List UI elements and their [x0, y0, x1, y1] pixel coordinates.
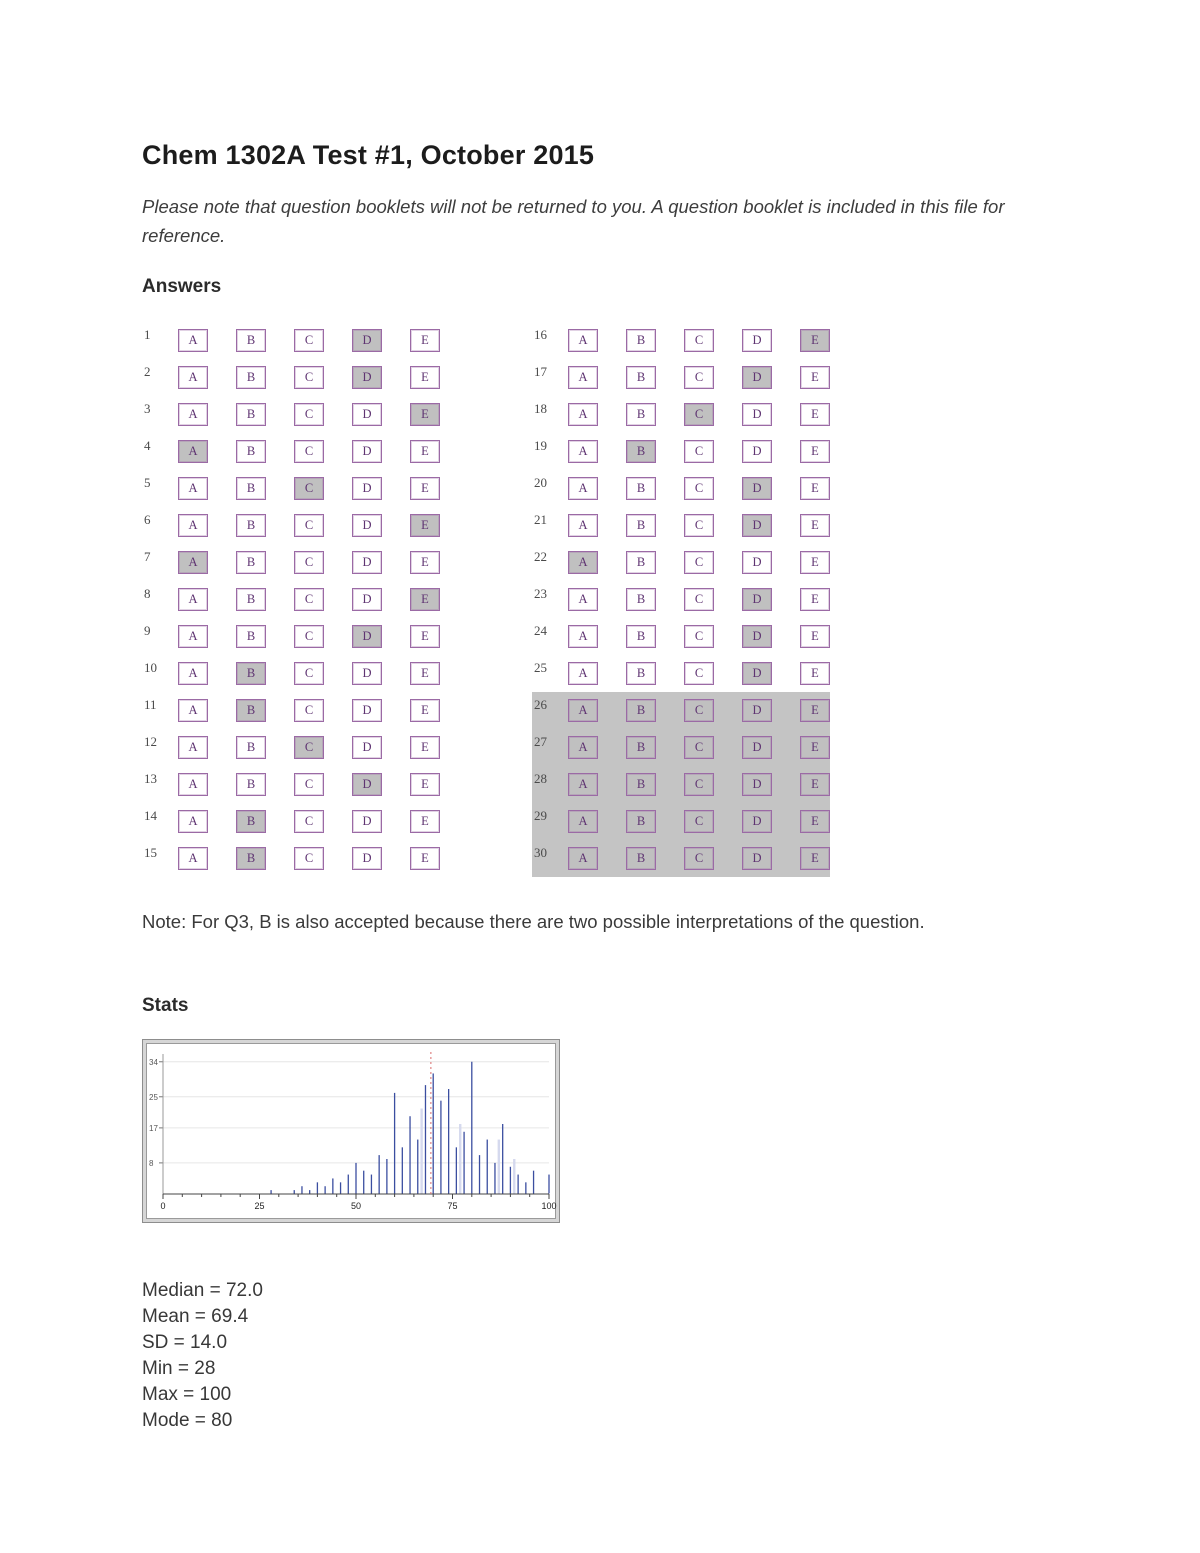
choice-box-A: A: [178, 847, 208, 870]
choice-box-E: E: [410, 329, 440, 352]
choice-box-A: A: [568, 477, 598, 500]
choice-box-D: D: [352, 551, 382, 574]
choice-box-A: A: [178, 810, 208, 833]
choice-box-B: B: [626, 588, 656, 611]
answer-row-q3: [142, 396, 440, 433]
choice-box-B: B: [626, 847, 656, 870]
answers-heading: Answers: [142, 276, 222, 298]
choice-box-C: C: [684, 329, 714, 352]
answer-row-q21: [532, 507, 830, 544]
answer-row-q28: [532, 766, 830, 803]
question-number: 20: [534, 474, 547, 490]
choice-box-D: D: [742, 403, 772, 426]
svg-text:100: 100: [541, 1201, 557, 1212]
choice-box-C: C: [294, 477, 324, 500]
answer-row-q26: [532, 692, 830, 729]
question-number: 18: [534, 400, 547, 416]
choice-box-E: E: [410, 736, 440, 759]
choice-box-E: E: [800, 810, 830, 833]
choice-box-B: B: [626, 773, 656, 796]
choice-box-B: B: [626, 662, 656, 685]
answer-row-q1: [142, 322, 440, 359]
answer-row-q19: [532, 433, 830, 470]
answer-row-q18: [532, 396, 830, 433]
choice-box-A: A: [178, 403, 208, 426]
answer-row-q30: [532, 840, 830, 877]
choice-box-A: A: [178, 329, 208, 352]
question-number: 24: [534, 622, 547, 638]
choice-box-C: C: [294, 847, 324, 870]
answer-row-q20: [532, 470, 830, 507]
choice-box-C: C: [294, 625, 324, 648]
choice-box-D: D: [352, 847, 382, 870]
choice-box-E: E: [410, 847, 440, 870]
question-number: 17: [534, 363, 547, 379]
stat-line: Median = 72.0: [142, 1280, 263, 1302]
choice-box-B: B: [236, 403, 266, 426]
question-number: 16: [534, 326, 547, 342]
question-number: 15: [144, 844, 157, 860]
choice-box-B: B: [236, 662, 266, 685]
question-number: 14: [144, 807, 157, 823]
choice-box-D: D: [352, 625, 382, 648]
choice-box-E: E: [800, 588, 830, 611]
choice-box-A: A: [568, 662, 598, 685]
choice-box-A: A: [568, 810, 598, 833]
choice-box-C: C: [684, 625, 714, 648]
answer-row-q7: [142, 544, 440, 581]
svg-text:8: 8: [149, 1159, 154, 1169]
choice-box-E: E: [410, 514, 440, 537]
answer-row-q27: [532, 729, 830, 766]
choice-box-A: A: [568, 588, 598, 611]
choice-box-A: A: [568, 514, 598, 537]
question-number: 23: [534, 585, 547, 601]
svg-text:75: 75: [447, 1201, 458, 1212]
choice-box-A: A: [568, 699, 598, 722]
choice-box-B: B: [626, 514, 656, 537]
choice-box-A: A: [568, 403, 598, 426]
choice-box-B: B: [626, 366, 656, 389]
answer-row-q5: [142, 470, 440, 507]
question-number: 8: [144, 585, 151, 601]
choice-box-B: B: [236, 477, 266, 500]
choice-box-C: C: [294, 736, 324, 759]
question-number: 1: [144, 326, 151, 342]
choice-box-D: D: [742, 810, 772, 833]
choice-box-C: C: [684, 662, 714, 685]
choice-box-D: D: [352, 773, 382, 796]
choice-box-A: A: [178, 773, 208, 796]
choice-box-E: E: [410, 588, 440, 611]
choice-box-D: D: [742, 588, 772, 611]
choice-box-C: C: [684, 551, 714, 574]
choice-box-B: B: [236, 847, 266, 870]
question-number: 5: [144, 474, 151, 490]
choice-box-A: A: [568, 329, 598, 352]
choice-box-E: E: [800, 366, 830, 389]
choice-box-B: B: [236, 699, 266, 722]
choice-box-A: A: [568, 773, 598, 796]
choice-box-E: E: [800, 551, 830, 574]
choice-box-C: C: [684, 588, 714, 611]
choice-box-A: A: [178, 588, 208, 611]
choice-box-A: A: [178, 662, 208, 685]
svg-text:0: 0: [160, 1201, 166, 1212]
choice-box-A: A: [178, 551, 208, 574]
choice-box-B: B: [236, 736, 266, 759]
choice-box-E: E: [800, 440, 830, 463]
answer-row-q17: [532, 359, 830, 396]
choice-box-E: E: [800, 514, 830, 537]
page-title: Chem 1302A Test #1, October 2015: [142, 140, 595, 170]
choice-box-C: C: [684, 403, 714, 426]
question-number: 12: [144, 733, 157, 749]
answer-row-q2: [142, 359, 440, 396]
choice-box-E: E: [800, 699, 830, 722]
answer-row-q22: [532, 544, 830, 581]
choice-box-A: A: [568, 847, 598, 870]
choice-box-C: C: [684, 810, 714, 833]
choice-box-C: C: [294, 329, 324, 352]
answer-row-q12: [142, 729, 440, 766]
choice-box-B: B: [236, 551, 266, 574]
question-number: 4: [144, 437, 151, 453]
choice-box-A: A: [178, 736, 208, 759]
question-number: 11: [144, 696, 157, 712]
choice-box-A: A: [178, 440, 208, 463]
chart-canvas: [147, 1044, 557, 1218]
choice-box-E: E: [410, 366, 440, 389]
stat-line: Mode = 80: [142, 1410, 233, 1432]
svg-text:25: 25: [254, 1201, 265, 1212]
choice-box-B: B: [626, 625, 656, 648]
choice-box-B: B: [236, 588, 266, 611]
choice-box-C: C: [294, 773, 324, 796]
svg-text:50: 50: [350, 1201, 362, 1212]
choice-box-C: C: [294, 440, 324, 463]
answer-row-q4: [142, 433, 440, 470]
choice-box-C: C: [684, 699, 714, 722]
choice-box-C: C: [684, 773, 714, 796]
choice-box-C: C: [294, 810, 324, 833]
choice-box-B: B: [236, 625, 266, 648]
question-number: 9: [144, 622, 151, 638]
answer-row-q15: [142, 840, 440, 877]
choice-box-C: C: [294, 403, 324, 426]
choice-box-A: A: [568, 366, 598, 389]
choice-box-A: A: [178, 514, 208, 537]
choice-box-D: D: [742, 514, 772, 537]
choice-box-B: B: [236, 810, 266, 833]
choice-box-A: A: [568, 625, 598, 648]
answer-row-q8: [142, 581, 440, 618]
choice-box-D: D: [352, 440, 382, 463]
choice-box-D: D: [352, 366, 382, 389]
choice-box-E: E: [800, 477, 830, 500]
choice-box-A: A: [178, 699, 208, 722]
choice-box-E: E: [800, 329, 830, 352]
answer-column-left: [142, 322, 440, 877]
choice-box-D: D: [742, 329, 772, 352]
answer-row-q6: [142, 507, 440, 544]
choice-box-D: D: [742, 551, 772, 574]
choice-box-E: E: [410, 810, 440, 833]
choice-box-D: D: [352, 403, 382, 426]
choice-box-B: B: [236, 366, 266, 389]
choice-box-C: C: [294, 699, 324, 722]
choice-box-B: B: [626, 699, 656, 722]
choice-box-B: B: [236, 514, 266, 537]
choice-box-E: E: [800, 403, 830, 426]
choice-box-B: B: [626, 736, 656, 759]
answer-column-right: [532, 322, 830, 877]
choice-box-A: A: [178, 625, 208, 648]
choice-box-C: C: [294, 662, 324, 685]
question-number: 21: [534, 511, 547, 527]
choice-box-C: C: [294, 366, 324, 389]
choice-box-D: D: [352, 514, 382, 537]
answer-row-q23: [532, 581, 830, 618]
answer-row-q13: [142, 766, 440, 803]
svg-text:25: 25: [149, 1093, 158, 1103]
choice-box-E: E: [800, 625, 830, 648]
choice-box-C: C: [684, 440, 714, 463]
answer-row-q11: [142, 692, 440, 729]
choice-box-A: A: [568, 736, 598, 759]
question-number: 13: [144, 770, 157, 786]
answer-row-q25: [532, 655, 830, 692]
stats-heading: Stats: [142, 995, 189, 1017]
choice-box-E: E: [410, 625, 440, 648]
choice-box-E: E: [800, 847, 830, 870]
answer-row-q14: [142, 803, 440, 840]
choice-box-B: B: [626, 551, 656, 574]
choice-box-D: D: [352, 699, 382, 722]
choice-box-E: E: [410, 699, 440, 722]
choice-box-B: B: [626, 477, 656, 500]
chart-plot-area: [146, 1043, 556, 1219]
choice-box-D: D: [352, 477, 382, 500]
choice-box-D: D: [742, 477, 772, 500]
question-number: 22: [534, 548, 547, 564]
choice-box-C: C: [684, 477, 714, 500]
choice-box-B: B: [236, 773, 266, 796]
choice-box-D: D: [352, 736, 382, 759]
choice-box-D: D: [742, 736, 772, 759]
answer-grid: [142, 322, 1080, 877]
choice-box-E: E: [410, 403, 440, 426]
choice-box-C: C: [684, 366, 714, 389]
choice-box-B: B: [626, 329, 656, 352]
choice-box-C: C: [684, 847, 714, 870]
score-distribution-chart: [142, 1039, 560, 1223]
stats-summary: [142, 1278, 1080, 1434]
choice-box-C: C: [294, 551, 324, 574]
question-number: 26: [534, 696, 547, 712]
choice-box-E: E: [410, 440, 440, 463]
choice-box-E: E: [410, 662, 440, 685]
choice-box-E: E: [800, 736, 830, 759]
choice-box-D: D: [352, 329, 382, 352]
choice-box-B: B: [626, 403, 656, 426]
choice-box-D: D: [352, 810, 382, 833]
choice-box-B: B: [626, 440, 656, 463]
choice-box-D: D: [352, 662, 382, 685]
answer-row-q24: [532, 618, 830, 655]
choice-box-E: E: [410, 477, 440, 500]
question-number: 29: [534, 807, 547, 823]
answer-row-q10: [142, 655, 440, 692]
choice-box-D: D: [742, 847, 772, 870]
stat-line: SD = 14.0: [142, 1332, 228, 1354]
svg-text:17: 17: [149, 1124, 158, 1134]
stat-line: Mean = 69.4: [142, 1306, 249, 1328]
question-number: 27: [534, 733, 547, 749]
question-number: 28: [534, 770, 547, 786]
question-number: 2: [144, 363, 151, 379]
choice-box-A: A: [178, 477, 208, 500]
stat-line: Max = 100: [142, 1384, 232, 1406]
choice-box-A: A: [568, 440, 598, 463]
choice-box-D: D: [742, 662, 772, 685]
question-number: 25: [534, 659, 547, 675]
question-number: 30: [534, 844, 547, 860]
choice-box-D: D: [742, 773, 772, 796]
choice-box-A: A: [568, 551, 598, 574]
choice-box-C: C: [684, 736, 714, 759]
choice-box-A: A: [178, 366, 208, 389]
choice-box-C: C: [684, 514, 714, 537]
stat-line: Min = 28: [142, 1358, 216, 1380]
choice-box-D: D: [352, 588, 382, 611]
question-number: 6: [144, 511, 151, 527]
question-number: 10: [144, 659, 157, 675]
choice-box-B: B: [236, 440, 266, 463]
choice-box-D: D: [742, 440, 772, 463]
choice-box-C: C: [294, 588, 324, 611]
choice-box-E: E: [410, 551, 440, 574]
choice-box-B: B: [236, 329, 266, 352]
question-number: 19: [534, 437, 547, 453]
svg-text:34: 34: [149, 1058, 158, 1068]
answer-row-q29: [532, 803, 830, 840]
answer-row-q9: [142, 618, 440, 655]
choice-box-E: E: [800, 773, 830, 796]
question-number: 3: [144, 400, 151, 416]
choice-box-C: C: [294, 514, 324, 537]
choice-box-E: E: [800, 662, 830, 685]
choice-box-E: E: [410, 773, 440, 796]
question-number: 7: [144, 548, 151, 564]
answer-row-q16: [532, 322, 830, 359]
choice-box-B: B: [626, 810, 656, 833]
q3-note: Note: For Q3, B is also accepted because there are two possible interpretations of the question.: [142, 911, 925, 933]
choice-box-D: D: [742, 366, 772, 389]
choice-box-D: D: [742, 699, 772, 722]
choice-box-D: D: [742, 625, 772, 648]
intro-note: Please note that question booklets will not be returned to you. A question booklet is included in this file for reference.: [142, 196, 1005, 246]
